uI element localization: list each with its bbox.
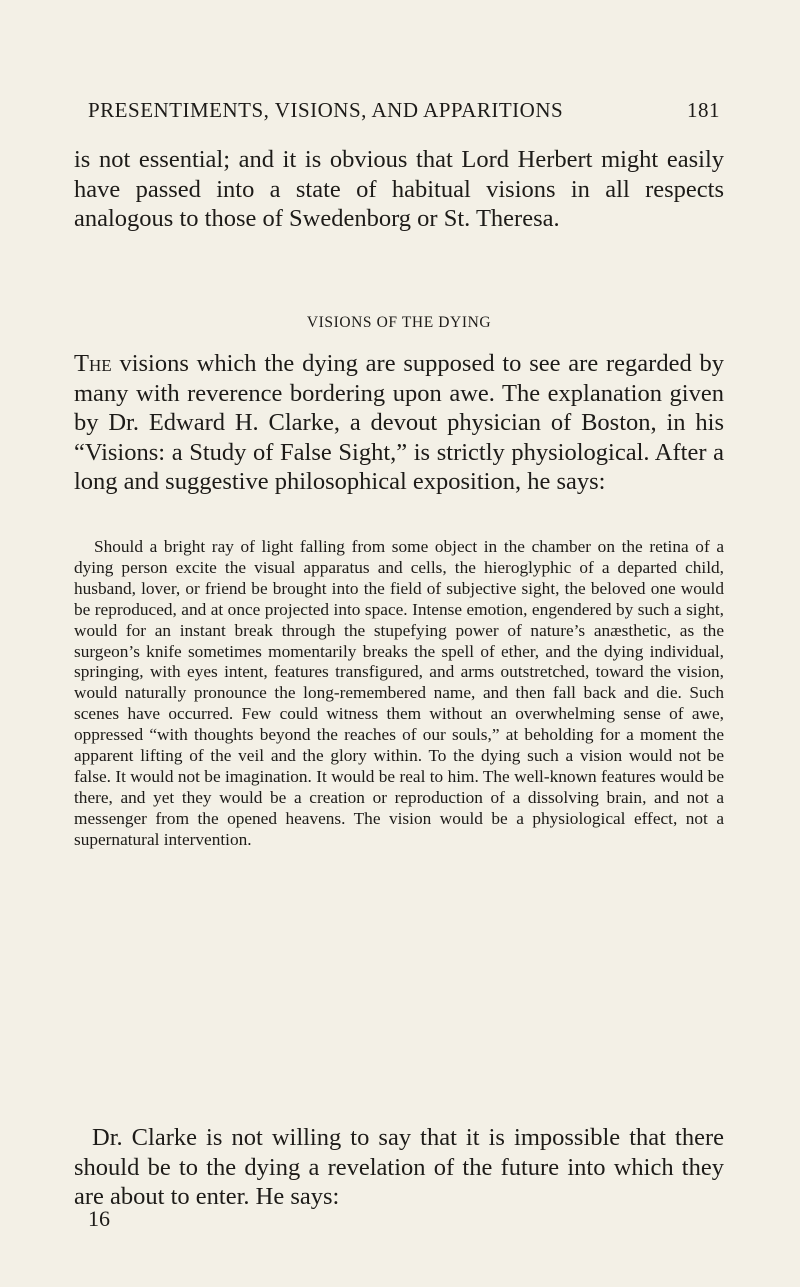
paragraph-2-lead: The bbox=[74, 350, 112, 377]
paragraph-1: is not essential; and it is obvious that Lord Herbert might easily have passed into a state of habitual visions in all respects analogous to those of Swedenborg or St. Theresa. bbox=[74, 146, 724, 232]
paragraph-2-text: visions which the dying are supposed to see are regarded by many with reverence bordering upon awe. The explanation given by Dr. Edward H. Clarke, a devout physician of Boston, in his “Visions: a Study of False Sight,” is strictly physiological. After a long and suggestive philosophical exposition, he says: bbox=[74, 350, 724, 495]
block-quotation: Should a bright ray of light falling from some object in the chamber on the retina of a dying person excite the visual apparatus and cells, the hieroglyphic of a departed child, husband, lover, or friend be brought into the field of subjective sight, the beloved one would be reproduced, and at once projected into space. Intense emotion, engendered by such a sight, would for an instant break through the stupefying power of nature’s anæsthetic, as the surgeon’s knife sometimes momentarily breaks the spell of ether, and the dying individual, springing, with eyes intent, features transfigured, and arms outstretched, toward the vision, would naturally pronounce the long-remembered name, and then fall back and die. Such scenes have occurred. Few could witness them without an overwhelming sense of awe, oppressed “with thoughts beyond the reaches of our souls,” at beholding for a moment the apparent lifting of the veil and the glory within. To the dying such a vision would not be false. It would not be imagination. It would be real to him. The well-known features would be there, and yet they would be a creation or reproduction of a dissolving brain, and not a messenger from the opened heavens. The vision would be a physiological effect, not a supernatural intervention. bbox=[74, 537, 724, 849]
page-number: 181 bbox=[687, 98, 720, 122]
signature-mark: 16 bbox=[88, 1206, 110, 1231]
paragraph-3: Dr. Clarke is not willing to say that it is impossible that there should be to the dying a revelation of the future into which they are about to enter. He says: bbox=[74, 1124, 724, 1210]
running-title: PRESENTIMENTS, VISIONS, AND APPARITIONS bbox=[88, 98, 564, 122]
section-heading: VISIONS OF THE DYING bbox=[306, 314, 492, 331]
paragraph-2 bbox=[74, 349, 724, 497]
running-head bbox=[88, 98, 720, 123]
